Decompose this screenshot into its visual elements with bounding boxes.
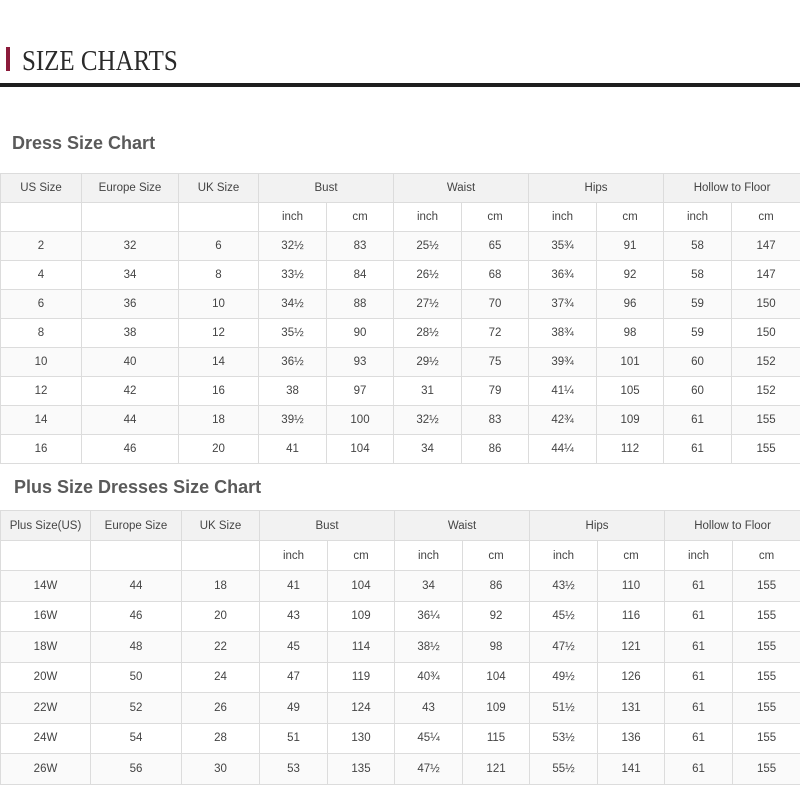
table-cell: 114: [328, 632, 395, 663]
table-cell: 90: [327, 319, 394, 348]
table-cell: 16: [179, 377, 259, 406]
table-cell: 92: [597, 261, 664, 290]
table-cell: 12: [1, 377, 82, 406]
table-cell: 83: [462, 406, 529, 435]
empty-cell: [182, 541, 260, 571]
table-cell: 86: [463, 571, 530, 602]
table-cell: 150: [732, 319, 800, 348]
table-cell: 10: [179, 290, 259, 319]
column-header-us-size: US Size: [1, 174, 82, 203]
table-cell: 61: [665, 601, 733, 632]
table-row: [1, 571, 800, 602]
table-cell: 31: [394, 377, 462, 406]
table-cell: 36: [82, 290, 179, 319]
column-header-waist: Waist: [394, 174, 529, 203]
table-row: [1, 232, 800, 261]
table-cell: 38¾: [529, 319, 597, 348]
table-row: [1, 754, 800, 785]
plus-chart-title: Plus Size Dresses Size Chart: [14, 477, 262, 497]
column-header-europe-size: Europe Size: [82, 174, 179, 203]
header-divider: [0, 83, 800, 87]
table-cell: 2: [1, 232, 82, 261]
empty-cell: [179, 203, 259, 232]
table-cell: 18: [179, 406, 259, 435]
table-cell: 54: [91, 723, 182, 754]
unit-inch: inch: [664, 203, 732, 232]
table-cell: 121: [463, 754, 530, 785]
table-cell: 84: [327, 261, 394, 290]
empty-cell: [1, 541, 91, 571]
unit-cm: cm: [327, 203, 394, 232]
table-cell: 32: [82, 232, 179, 261]
column-header-waist: Waist: [395, 511, 530, 541]
unit-cm: cm: [598, 541, 665, 571]
table-cell: 36¾: [529, 261, 597, 290]
table-row: [1, 693, 800, 724]
column-header-uk-size: UK Size: [179, 174, 259, 203]
table-cell: 50: [91, 662, 182, 693]
table-header-row: [1, 174, 800, 203]
table-cell: 60: [664, 377, 732, 406]
table-cell: 39¾: [529, 348, 597, 377]
table-cell: 59: [664, 290, 732, 319]
table-cell: 14W: [1, 571, 91, 602]
table-cell: 155: [733, 662, 800, 693]
table-row: [1, 662, 800, 693]
table-cell: 61: [665, 571, 733, 602]
table-cell: 34: [82, 261, 179, 290]
table-cell: 126: [598, 662, 665, 693]
table-cell: 45¼: [395, 723, 463, 754]
table-cell: 44: [82, 406, 179, 435]
unit-inch: inch: [529, 203, 597, 232]
table-row: [1, 348, 800, 377]
table-cell: 155: [733, 632, 800, 663]
table-cell: 26½: [394, 261, 462, 290]
table-cell: 112: [597, 435, 664, 464]
table-row: [1, 406, 800, 435]
table-cell: 124: [328, 693, 395, 724]
table-cell: 104: [327, 435, 394, 464]
unit-cm: cm: [732, 203, 800, 232]
table-cell: 100: [327, 406, 394, 435]
table-cell: 59: [664, 319, 732, 348]
table-cell: 65: [462, 232, 529, 261]
table-cell: 53: [260, 754, 328, 785]
table-cell: 45½: [530, 601, 598, 632]
table-cell: 109: [328, 601, 395, 632]
table-cell: 32½: [394, 406, 462, 435]
unit-cm: cm: [463, 541, 530, 571]
table-cell: 155: [733, 754, 800, 785]
table-cell: 6: [179, 232, 259, 261]
table-cell: 115: [463, 723, 530, 754]
table-cell: 45: [260, 632, 328, 663]
dress-size-table: [0, 173, 800, 464]
empty-cell: [1, 203, 82, 232]
column-header-hollow-to-floor: Hollow to Floor: [665, 511, 800, 541]
column-header-hips: Hips: [529, 174, 664, 203]
table-cell: 70: [462, 290, 529, 319]
table-row: [1, 377, 800, 406]
table-cell: 47½: [530, 632, 598, 663]
table-cell: 61: [665, 754, 733, 785]
table-cell: 130: [328, 723, 395, 754]
table-row: [1, 261, 800, 290]
table-cell: 49: [260, 693, 328, 724]
table-cell: 28½: [394, 319, 462, 348]
unit-inch: inch: [260, 541, 328, 571]
table-cell: 136: [598, 723, 665, 754]
table-cell: 18W: [1, 632, 91, 663]
table-cell: 110: [598, 571, 665, 602]
table-cell: 46: [91, 601, 182, 632]
table-cell: 150: [732, 290, 800, 319]
table-cell: 41¼: [529, 377, 597, 406]
table-cell: 26W: [1, 754, 91, 785]
table-cell: 155: [732, 406, 800, 435]
table-cell: 53½: [530, 723, 598, 754]
table-cell: 131: [598, 693, 665, 724]
table-cell: 22W: [1, 693, 91, 724]
table-cell: 18: [182, 571, 260, 602]
table-cell: 30: [182, 754, 260, 785]
table-cell: 35¾: [529, 232, 597, 261]
table-cell: 135: [328, 754, 395, 785]
table-row: [1, 723, 800, 754]
table-cell: 8: [1, 319, 82, 348]
table-cell: 4: [1, 261, 82, 290]
dress-chart-title: Dress Size Chart: [12, 133, 156, 153]
table-cell: 68: [462, 261, 529, 290]
table-cell: 79: [462, 377, 529, 406]
table-cell: 20W: [1, 662, 91, 693]
unit-inch: inch: [665, 541, 733, 571]
table-cell: 34: [395, 571, 463, 602]
table-cell: 24: [182, 662, 260, 693]
table-cell: 12: [179, 319, 259, 348]
title-accent-bar: [6, 47, 10, 71]
column-header-bust: Bust: [260, 511, 395, 541]
table-header-row: [1, 511, 800, 541]
table-cell: 44¼: [529, 435, 597, 464]
table-cell: 6: [1, 290, 82, 319]
table-cell: 152: [732, 348, 800, 377]
table-cell: 16: [1, 435, 82, 464]
column-header-uk-size: UK Size: [182, 511, 260, 541]
table-cell: 98: [597, 319, 664, 348]
table-cell: 58: [664, 232, 732, 261]
unit-inch: inch: [530, 541, 598, 571]
unit-header-row: [1, 203, 800, 232]
table-cell: 61: [665, 723, 733, 754]
table-cell: 34: [394, 435, 462, 464]
table-cell: 38: [82, 319, 179, 348]
table-cell: 20: [179, 435, 259, 464]
table-cell: 41: [259, 435, 327, 464]
table-cell: 109: [463, 693, 530, 724]
table-cell: 101: [597, 348, 664, 377]
table-cell: 34½: [259, 290, 327, 319]
table-cell: 152: [732, 377, 800, 406]
table-cell: 83: [327, 232, 394, 261]
table-cell: 16W: [1, 601, 91, 632]
table-row: [1, 290, 800, 319]
table-row: [1, 632, 800, 663]
table-cell: 43: [260, 601, 328, 632]
table-cell: 97: [327, 377, 394, 406]
unit-header-row: [1, 541, 800, 571]
table-cell: 10: [1, 348, 82, 377]
table-cell: 51½: [530, 693, 598, 724]
table-cell: 121: [598, 632, 665, 663]
empty-cell: [82, 203, 179, 232]
table-cell: 8: [179, 261, 259, 290]
table-cell: 14: [1, 406, 82, 435]
table-cell: 155: [733, 571, 800, 602]
table-cell: 60: [664, 348, 732, 377]
table-cell: 37¾: [529, 290, 597, 319]
table-cell: 92: [463, 601, 530, 632]
table-cell: 109: [597, 406, 664, 435]
unit-inch: inch: [259, 203, 327, 232]
unit-cm: cm: [733, 541, 800, 571]
column-header-europe-size: Europe Size: [91, 511, 182, 541]
table-cell: 155: [733, 693, 800, 724]
table-cell: 98: [463, 632, 530, 663]
table-cell: 27½: [394, 290, 462, 319]
unit-inch: inch: [394, 203, 462, 232]
table-cell: 58: [664, 261, 732, 290]
table-cell: 39½: [259, 406, 327, 435]
table-cell: 22: [182, 632, 260, 663]
table-cell: 41: [260, 571, 328, 602]
column-header-hollow-to-floor: Hollow to Floor: [664, 174, 800, 203]
table-cell: 93: [327, 348, 394, 377]
table-cell: 29½: [394, 348, 462, 377]
column-header-bust: Bust: [259, 174, 394, 203]
page-title: SIZE CHARTS: [22, 45, 178, 77]
table-cell: 119: [328, 662, 395, 693]
table-cell: 33½: [259, 261, 327, 290]
table-cell: 46: [82, 435, 179, 464]
table-cell: 61: [664, 435, 732, 464]
table-cell: 49½: [530, 662, 598, 693]
table-cell: 105: [597, 377, 664, 406]
table-row: [1, 319, 800, 348]
table-cell: 35½: [259, 319, 327, 348]
table-cell: 47: [260, 662, 328, 693]
table-cell: 14: [179, 348, 259, 377]
column-header-hips: Hips: [530, 511, 665, 541]
table-row: [1, 601, 800, 632]
table-cell: 96: [597, 290, 664, 319]
table-cell: 72: [462, 319, 529, 348]
unit-cm: cm: [462, 203, 529, 232]
table-cell: 104: [463, 662, 530, 693]
empty-cell: [91, 541, 182, 571]
page-header: [0, 0, 800, 90]
table-cell: 61: [665, 662, 733, 693]
table-cell: 51: [260, 723, 328, 754]
table-cell: 61: [664, 406, 732, 435]
table-cell: 43½: [530, 571, 598, 602]
table-cell: 26: [182, 693, 260, 724]
table-row: [1, 435, 800, 464]
table-cell: 75: [462, 348, 529, 377]
table-cell: 61: [665, 693, 733, 724]
table-cell: 86: [462, 435, 529, 464]
table-cell: 40¾: [395, 662, 463, 693]
table-cell: 36½: [259, 348, 327, 377]
table-cell: 61: [665, 632, 733, 663]
table-cell: 36¼: [395, 601, 463, 632]
table-cell: 44: [91, 571, 182, 602]
table-cell: 155: [732, 435, 800, 464]
table-cell: 91: [597, 232, 664, 261]
table-cell: 155: [733, 723, 800, 754]
table-cell: 104: [328, 571, 395, 602]
table-cell: 38½: [395, 632, 463, 663]
table-cell: 28: [182, 723, 260, 754]
table-cell: 141: [598, 754, 665, 785]
table-cell: 38: [259, 377, 327, 406]
table-cell: 88: [327, 290, 394, 319]
table-cell: 56: [91, 754, 182, 785]
table-cell: 47½: [395, 754, 463, 785]
table-cell: 147: [732, 261, 800, 290]
column-header-plus-size-us: Plus Size(US): [1, 511, 91, 541]
table-cell: 24W: [1, 723, 91, 754]
table-cell: 116: [598, 601, 665, 632]
unit-cm: cm: [328, 541, 395, 571]
table-cell: 52: [91, 693, 182, 724]
plus-size-table: [0, 510, 800, 785]
table-cell: 40: [82, 348, 179, 377]
table-cell: 48: [91, 632, 182, 663]
table-cell: 20: [182, 601, 260, 632]
table-cell: 55½: [530, 754, 598, 785]
table-cell: 42¾: [529, 406, 597, 435]
table-cell: 42: [82, 377, 179, 406]
table-cell: 147: [732, 232, 800, 261]
unit-cm: cm: [597, 203, 664, 232]
table-cell: 43: [395, 693, 463, 724]
unit-inch: inch: [395, 541, 463, 571]
table-cell: 25½: [394, 232, 462, 261]
table-cell: 155: [733, 601, 800, 632]
table-cell: 32½: [259, 232, 327, 261]
